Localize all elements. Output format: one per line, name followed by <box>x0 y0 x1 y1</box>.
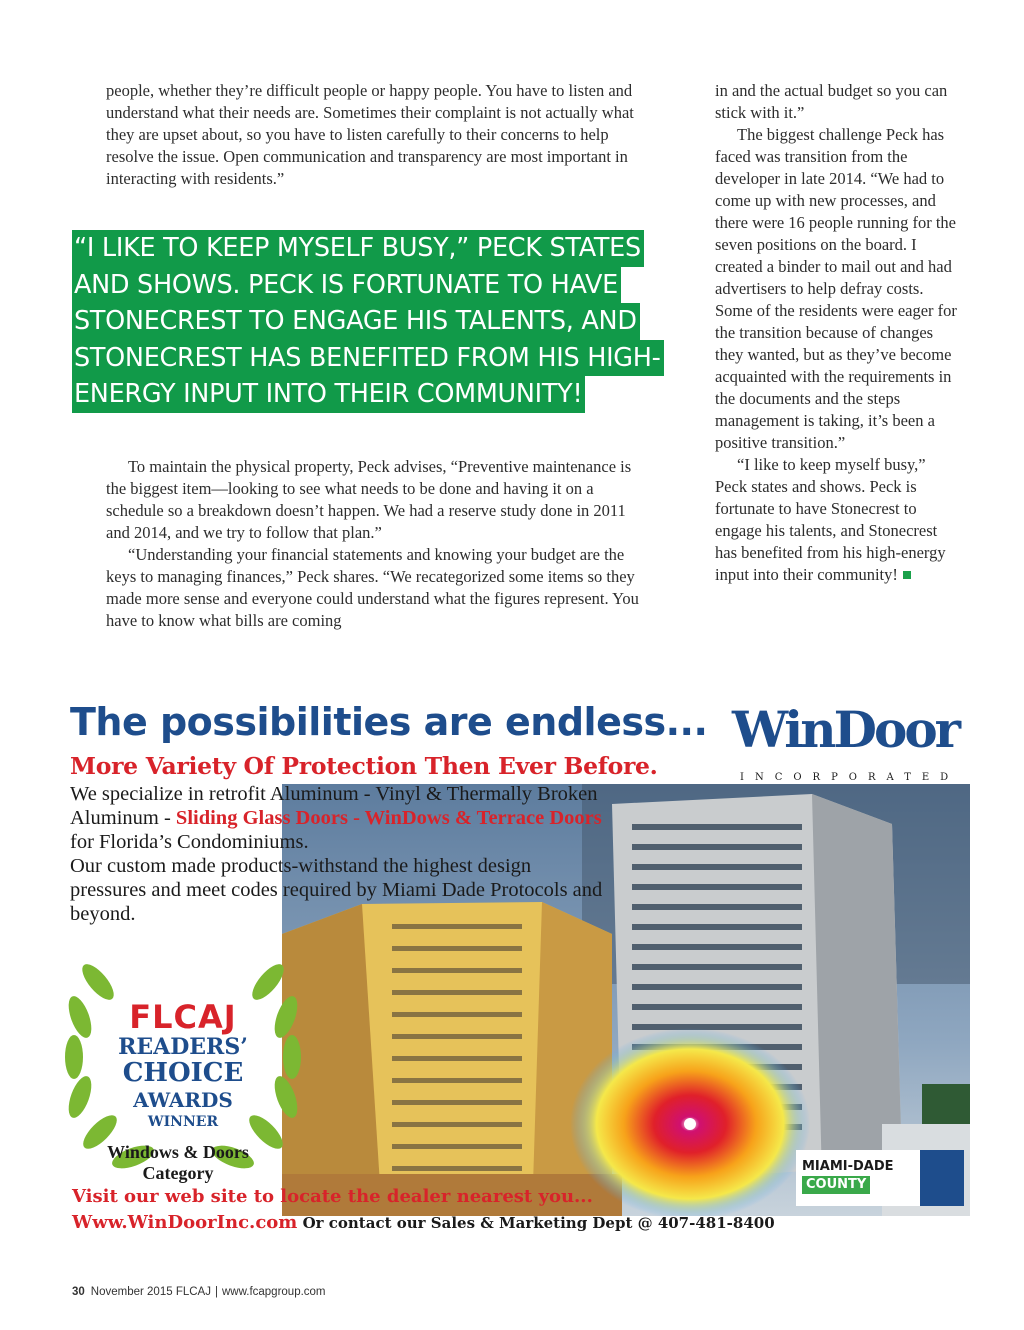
pull-quote-line: “I LIKE TO KEEP MYSELF BUSY,” PECK STATES <box>72 230 644 267</box>
issue-label: November 2015 FLCAJ <box>90 1286 211 1298</box>
pull-quote <box>72 230 661 413</box>
ad-website-link[interactable]: Www.WinDoorInc.com <box>72 1212 298 1233</box>
award-line: READERS’ <box>118 1034 248 1060</box>
ad-visit-line: Visit our web site to locate the dealer nearest you... <box>72 1186 593 1207</box>
paragraph: The biggest challenge Peck has faced was transition from the developer in late 2014. “We had to come up with new processes, and there were 16 people running for the seven positions on the board. I created a binder to mail out and had advertisers to help defray costs. Some of the residents were eager for the transition because of changes they wanted, but as they’ve become acquainted with the requirements in the documents and the steps management is taking, it’s been a positive transition.” <box>715 125 957 452</box>
footer-separator: | <box>214 1286 218 1298</box>
pull-quote-line: STONECREST TO ENGAGE HIS TALENTS, AND <box>72 303 640 340</box>
award-line: CHOICE <box>122 1058 244 1088</box>
paragraph: people, whether they’re difficult people or happy people. You have to listen and understand what their needs are. Sometimes their complaint is not actually what they are upset about, so you have to listen carefully to their concerns to help resolve the issue. Open communication and transparency are most important in interacting with residents.” <box>106 81 634 188</box>
ad-body-highlight: Sliding Glass Doors - WinDows & Terrace Doors <box>175 807 602 829</box>
page-number: 30 <box>72 1286 85 1298</box>
ad-body-text <box>70 782 610 926</box>
article-right-column <box>715 80 960 586</box>
ad-contact-line <box>72 1212 775 1233</box>
paragraph: To maintain the physical property, Peck advises, “Preventive maintenance is the biggest item—looking to see what needs to be done and having it on a schedule so a breakdown doesn’t happen. We had a reserve study done in 2011 and 2014, and we try to follow that plan.” <box>106 457 632 542</box>
pull-quote-line: ENERGY INPUT INTO THEIR COMMUNITY! <box>72 376 585 413</box>
paragraph: “Understanding your financial statements and knowing your budget are the keys to managing finances,” Peck shares. “We recategorized some items so they made more sense and everyone could understand what the figures represent. You have to know what bills are coming <box>106 545 639 630</box>
paragraph: in and the actual budget so you can stick with it.” <box>715 81 948 122</box>
award-line: WINNER <box>147 1114 219 1130</box>
award-line: AWARDS <box>133 1088 233 1112</box>
windoor-advertisement <box>58 690 978 1233</box>
ad-subhead: More Variety Of Protection Then Ever Before. <box>70 752 658 780</box>
badge-line-1: MIAMI-DADE <box>802 1159 894 1174</box>
logo-wordmark: WinDoor <box>732 700 959 759</box>
footer-website[interactable]: www.fcapgroup.com <box>221 1286 326 1298</box>
award-title: FLCAJ <box>129 998 237 1036</box>
end-mark-icon <box>903 571 911 579</box>
ad-headline: The possibilities are endless... <box>70 700 708 744</box>
ad-body-part: Our custom made products-withstand the highest design pressures and meet codes required by Miami Dade Protocols and beyond. <box>70 855 603 925</box>
badge-line-2: COUNTY <box>802 1176 870 1194</box>
ad-body-part: for Florida’s Condominiums. <box>70 831 309 853</box>
award-category <box>58 1142 298 1184</box>
ad-body-part: We specialize in retrofit Aluminum - Vinyl & Thermally Broken Aluminum - <box>70 783 598 829</box>
award-category-line: Category <box>142 1163 214 1183</box>
article-left-column-bottom <box>106 456 651 632</box>
paragraph-text: “I like to keep myself busy,” Peck states and shows. Peck is fortunate to have Stonecrest to engage his talents, and Stonecrest has benefited from his high-energy input into their community! <box>715 455 946 584</box>
page-footer <box>72 1286 326 1298</box>
logo-subtitle: INCORPORATED <box>740 772 960 783</box>
pull-quote-line: STONECREST HAS BENEFITED FROM HIS HIGH- <box>72 340 664 377</box>
miami-dade-badge <box>802 1158 894 1194</box>
windoor-logo <box>730 698 970 788</box>
pull-quote-line: AND SHOWS. PECK IS FORTUNATE TO HAVE <box>72 267 621 304</box>
award-category-line: Windows & Doors <box>107 1142 249 1162</box>
paragraph-final <box>715 454 960 586</box>
ad-contact-text: Or contact our Sales & Marketing Dept @ 407-481-8400 <box>297 1214 775 1232</box>
article-left-column-top <box>106 80 651 190</box>
